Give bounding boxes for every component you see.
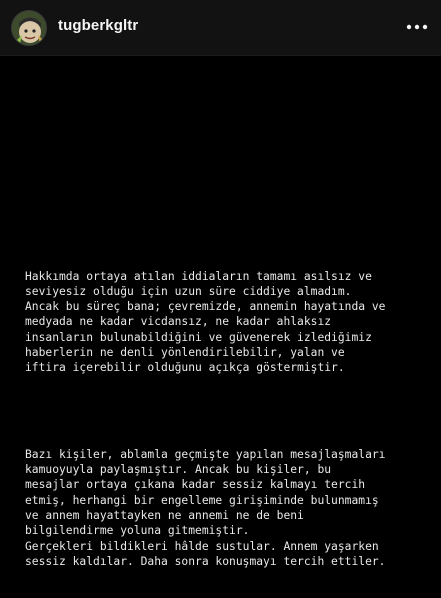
story-paragraph-1: Hakkımda ortaya atılan iddiaların tamamı asılsız ve seviyesiz olduğu için uzun süre ciddiye almadım. Ancak bu süreç bana; çevremizde, annemin hayatında ve medyada ne kadar vicdansız, ne kadar ahlaksız insanların bulunabildiğini ve güvenerek izlediğimiz haberlerin ne denli yönlendirilebilir, yalan ve iftira içerebilir olduğunu açıkça göstermiştir. [25, 269, 386, 375]
cartoon-avatar-icon [12, 11, 47, 46]
more-options-button[interactable] [403, 14, 431, 40]
username[interactable]: tugberkgltr [58, 17, 139, 34]
avatar[interactable] [11, 10, 47, 46]
story-content[interactable] [0, 57, 441, 598]
story-paragraph-2: Bazı kişiler, ablamla geçmişte yapılan mesajlaşmaları kamuoyuyla paylaşmıştır. Ancak bu kişiler, bu mesajlar ortaya çıkana kadar sessiz kalmayı tercih etmiş, herhangi bir engelleme girişiminde bulunmamış ve annem hayattayken ne annemi ne de beni bilgilendirme yoluna gitmemiştir. Gerçekleri bildikleri hâlde sustular. Annem yaşarken sessiz kaldılar. Daha sonra konuşmayı tercih ettiler. [25, 447, 386, 568]
paragraph-gap [25, 406, 425, 416]
story-header [0, 0, 441, 56]
more-horizontal-icon [406, 24, 428, 30]
story-text-block [25, 238, 425, 598]
